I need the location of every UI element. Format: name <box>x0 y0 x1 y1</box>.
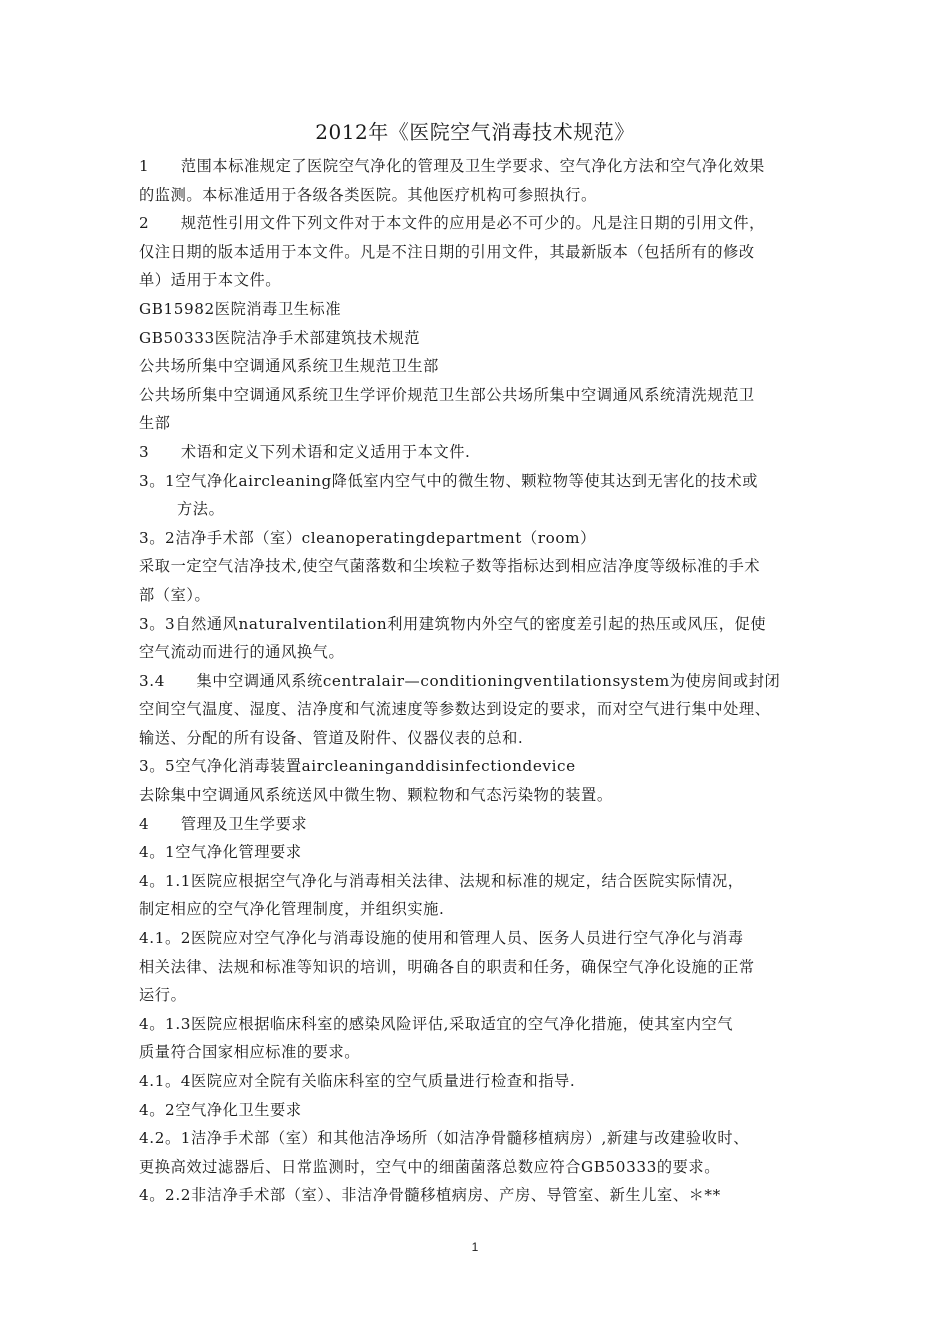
text-line: 3。3自然通风naturalventilation利用建筑物内外空气的密度差引起的热压或风压，促使 <box>139 614 767 633</box>
text-line: 去除集中空调通风系统送风中微生物、颗粒物和气态污染物的装置。 <box>139 786 613 805</box>
text-line: 4 管理及卫生学要求 <box>139 814 308 833</box>
text-line: 3。1空气净化aircleaning降低室内空气中的微生物、颗粒物等使其达到无害化的技术或 <box>139 471 759 490</box>
text-line: 4。1.1医院应根据空气净化与消毒相关法律、法规和标准的规定，结合医院实际情况， <box>139 871 744 890</box>
text-line: 相关法律、法规和标准等知识的培训，明确各自的职责和任务，确保空气净化设施的正常 <box>139 957 755 976</box>
text-line: 运行。 <box>139 986 187 1005</box>
text-line: GB50333医院洁净手术部建筑技术规范 <box>139 328 421 347</box>
text-line: 的监测。本标准适用于各级各类医院。其他医疗机构可参照执行。 <box>139 185 597 204</box>
text-line: 生部 <box>139 414 171 433</box>
text-line: 4。2空气净化卫生要求 <box>139 1100 302 1119</box>
text-line: 2 规范性引用文件下列文件对于本文件的应用是必不可少的。凡是注日期的引用文件， <box>139 214 765 233</box>
text-line: 4。2.2非洁净手术部（室）、非洁净骨髓移植病房、产房、导管室、新生儿室、＊** <box>139 1186 721 1205</box>
text-line: 3.4 集中空调通风系统centralair—conditioningventilationsystem为使房间或封闭 <box>139 671 781 690</box>
text-line: 空气流动而进行的通风换气。 <box>139 643 345 662</box>
text-line: 仅注日期的版本适用于本文件。凡是不注日期的引用文件，其最新版本（包括所有的修改 <box>139 242 755 261</box>
text-line: 1 范围本标准规定了医院空气净化的管理及卫生学要求、空气净化方法和空气净化效果 <box>139 157 765 175</box>
page-title: 2012年《医院空气消毒技术规范》 <box>315 120 635 144</box>
body-text <box>139 152 811 1210</box>
text-line: 制定相应的空气净化管理制度，并组织实施. <box>139 900 445 919</box>
text-line: 方法。 <box>177 500 225 519</box>
text-line: 4。1空气净化管理要求 <box>139 843 302 862</box>
page-number: 1 <box>471 1240 479 1254</box>
text-line: 4.1。2医院应对空气净化与消毒设施的使用和管理人员、医务人员进行空气净化与消毒 <box>139 929 744 948</box>
text-line: 采取一定空气洁净技术,使空气菌落数和尘埃粒子数等指标达到相应洁净度等级标准的手术 <box>139 557 761 576</box>
text-line: 4。1.3医院应根据临床科室的感染风险评估,采取适宜的空气净化措施，使其室内空气 <box>139 1014 734 1033</box>
text-line: 部（室）。 <box>139 585 211 604</box>
text-line: 输送、分配的所有设备、管道及附件、仪器仪表的总和. <box>139 728 524 747</box>
text-line: 空间空气温度、湿度、洁净度和气流速度等参数达到设定的要求，而对空气进行集中处理、 <box>139 700 771 719</box>
text-line: 3 术语和定义下列术语和定义适用于本文件. <box>139 442 471 461</box>
text-line: 公共场所集中空调通风系统卫生规范卫生部 <box>139 357 439 376</box>
text-line: GB15982医院消毒卫生标准 <box>139 299 342 318</box>
text-line: 更换高效过滤器后、日常监测时，空气中的细菌菌落总数应符合GB50333的要求。 <box>139 1157 721 1176</box>
text-line: 单）适用于本文件。 <box>139 271 282 290</box>
text-line: 3。2洁净手术部（室）cleanoperatingdepartment（room） <box>139 528 596 547</box>
text-line: 3。5空气净化消毒装置aircleaninganddisinfectiondevice <box>139 757 576 776</box>
text-line: 公共场所集中空调通风系统卫生学评价规范卫生部公共场所集中空调通风系统清洗规范卫 <box>139 385 755 404</box>
text-line: 4.1。4医院应对全院有关临床科室的空气质量进行检查和指导. <box>139 1072 576 1090</box>
text-line: 4.2。1洁净手术部（室）和其他洁净场所（如洁净骨髓移植病房）,新建与改建验收时、 <box>139 1129 749 1148</box>
text-line: 质量符合国家相应标准的要求。 <box>139 1043 361 1062</box>
